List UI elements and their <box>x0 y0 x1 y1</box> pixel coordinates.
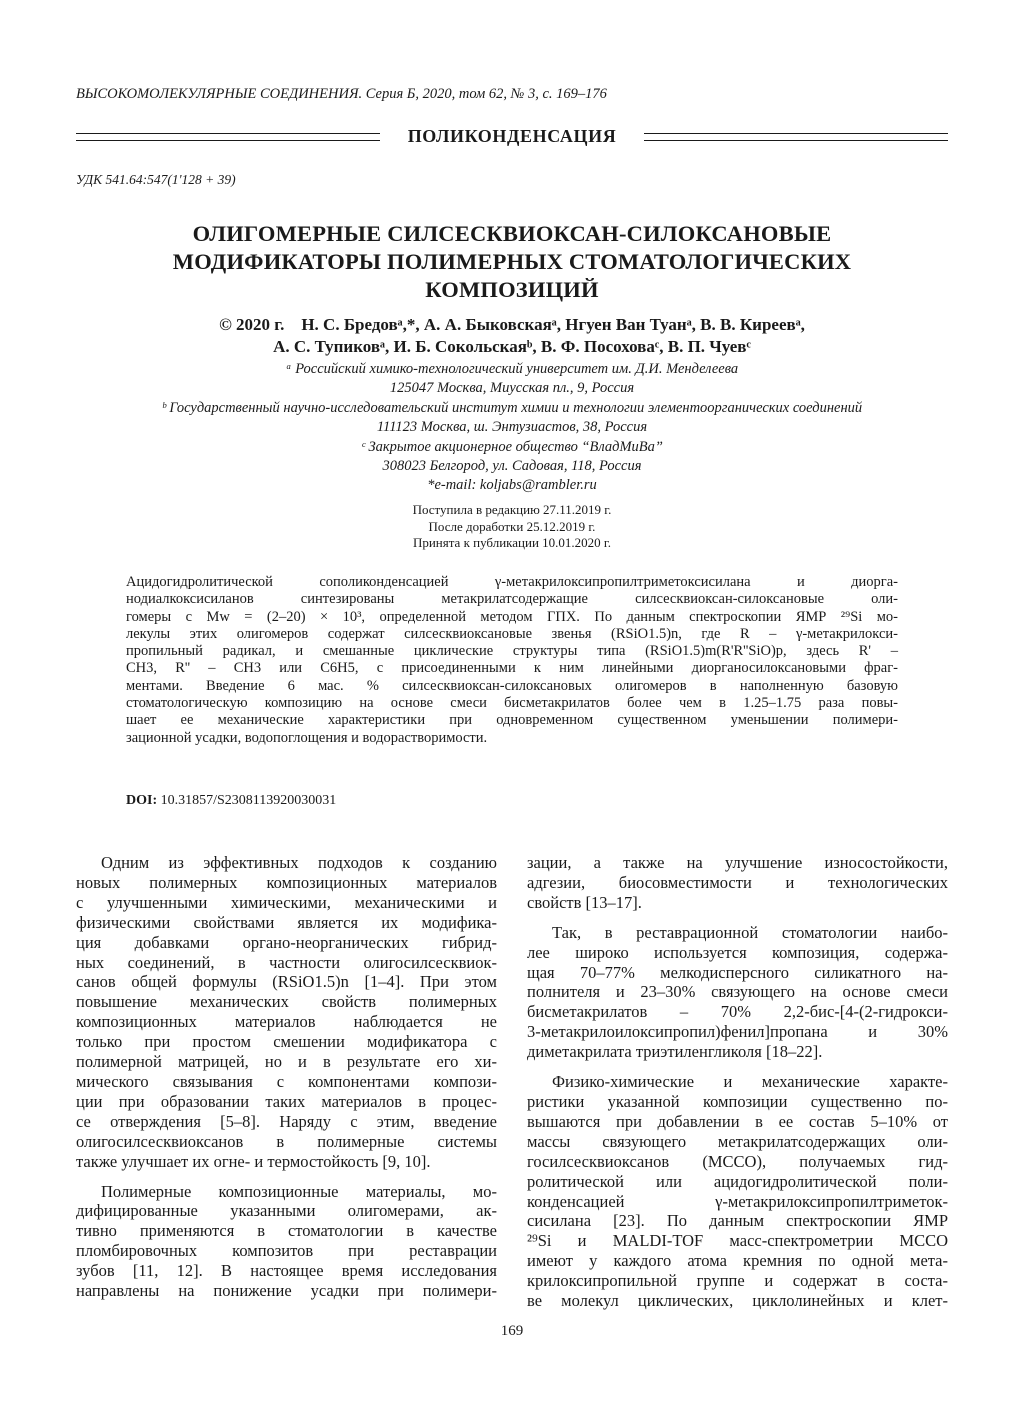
body-line: мического связывания с компонентами компози- <box>76 1071 497 1091</box>
body-line: повышение механических свойств полимерных <box>76 992 497 1012</box>
body-line: новых полимерных композиционных материалов <box>76 872 497 892</box>
affiliations <box>60 360 964 496</box>
body-line: физическими свойствами является их модифика- <box>76 912 497 932</box>
date-accepted: Принята к публикации 10.01.2020 г. <box>412 535 612 550</box>
section-heading <box>76 126 948 152</box>
abstract-line: шает ее механические характеристики при одновременном существенном уменьшении полимери- <box>126 712 898 729</box>
body-line: зации, а также на улучшение износостойкости, <box>527 853 948 872</box>
body-line: крилоксипропильной группе и содержат в соста- <box>527 1271 948 1291</box>
title-line: КОМПОЗИЦИЙ <box>425 277 599 302</box>
body-line: адгезии, биосовместимости и технологических <box>527 872 948 892</box>
body-line: ²⁹Si и MALDI-TOF масс-спектрометрии МССО <box>527 1231 948 1251</box>
paragraph-gap <box>76 1172 497 1182</box>
abstract <box>126 574 898 747</box>
body-line: Одним из эффективных подходов к созданию <box>101 853 497 872</box>
body-line: полимерной матрицей, но и в результате его хи- <box>76 1052 497 1072</box>
article-title <box>100 220 924 304</box>
abstract-line: ментами. Введение 6 мас. % силсесквиоксан-силоксановых олигомеров в наполненную базовую <box>126 677 898 694</box>
body-line: также улучшает их огне- и термостойкость [9, 10]. <box>76 1151 431 1171</box>
contact-email: *e-mail: koljabs@rambler.ru <box>427 477 597 494</box>
title-line: ОЛИГОМЕРНЫЕ СИЛСЕСКВИОКСАН-СИЛОКСАНОВЫЕ <box>192 221 832 246</box>
doi-label: DOI: <box>126 793 158 808</box>
body-line: пломбировочных композитов при реставрации <box>76 1241 497 1261</box>
body-line: Физико-химические и механические характе- <box>552 1072 948 1092</box>
body-line: бисметакрилатов – 70% 2,2-бис-[4-(2-гидрокси- <box>527 1002 948 1022</box>
section-rule-right <box>644 133 948 141</box>
body-line: щая 70–77% мелкодисперсного силикатного на- <box>527 962 948 982</box>
body-line: с улучшенными химическими, механическими и <box>76 892 497 912</box>
body-line: зубов [11, 12]. В настоящее время исследования <box>76 1261 497 1281</box>
body-line: свойств [13–17]. <box>527 892 642 912</box>
udk-code: УДК 541.64:547(1'128 + 39) <box>76 172 236 187</box>
abstract-line: CH3, R'' – CH3 или C6H5, с присоединенными к ним линейными диорганосилоксановыми фраг- <box>126 660 898 677</box>
body-line: ве молекул циклических, циклолинейных и клет- <box>527 1291 948 1311</box>
abstract-line: Ацидогидролитической сополиконденсацией γ-метакрилоксипропилтриметоксисилана и диорга- <box>126 574 898 590</box>
body-line: госилсесквиоксанов (МССО), получаемых гид- <box>527 1151 948 1171</box>
body-line: ролитической или ацидогидролитической поли- <box>527 1171 948 1191</box>
body-line: ция добавками органо-неорганических гибрид- <box>76 932 497 952</box>
doi <box>126 793 336 809</box>
affiliation-line: 125047 Москва, Миусская пл., 9, Россия <box>389 380 635 397</box>
authors-line: А. С. Тупиковᵃ, И. Б. Сокольскаяᵇ, В. Ф. Посоховаᶜ, В. П. Чуевᶜ <box>273 337 751 356</box>
body-line: се отверждения [5–8]. Наряду с этим, введение <box>76 1111 497 1131</box>
body-line: только при простом смешении модификатора с <box>76 1032 497 1052</box>
affiliation-line: ᵇ Государственный научно-исследовательский институт химии и технологии элементоорганических соединений <box>161 399 863 416</box>
paragraph-gap <box>527 1062 948 1072</box>
body-line: полнителя и 23–30% связующего на основе смеси <box>527 982 948 1002</box>
journal-header: ВЫСОКОМОЛЕКУЛЯРНЫЕ СОЕДИНЕНИЯ. Серия Б, 2020, том 62, № 3, с. 169–176 <box>76 86 607 102</box>
body-line: композиционных материалов наблюдается не <box>76 1012 497 1032</box>
body-line: олигосилсесквиоксанов в полимерные системы <box>76 1131 497 1151</box>
body-line: сисилана [23]. По данным спектроскопии ЯМР <box>527 1211 948 1231</box>
abstract-line: зационной усадки, водопоглощения и водорастворимости. <box>126 729 488 746</box>
body-line: диметакрилата триэтиленгликоля [18–22]. <box>527 1042 823 1062</box>
page-number: 169 <box>500 1323 524 1339</box>
section-title: ПОЛИКОНДЕНСАЦИЯ <box>407 126 617 146</box>
body-line: тивно применяются в стоматологии в качестве <box>76 1221 497 1241</box>
title-line: МОДИФИКАТОРЫ ПОЛИМЕРНЫХ СТОМАТОЛОГИЧЕСКИХ <box>172 249 852 274</box>
abstract-line: стоматологическую композицию на основе смеси бисметакрилатов более чем в 1.25–1.75 раза повы- <box>126 695 898 712</box>
abstract-line: гомеры с Mw = (2–20) × 10³, определенной методом ГПХ. По данным спектроскопии ЯМР ²⁹Si мо- <box>126 608 898 625</box>
doi-link[interactable]: 10.31857/S2308113920030031 <box>160 793 337 808</box>
body-line: Полимерные композиционные материалы, мо- <box>101 1181 497 1201</box>
abstract-line: пропильный радикал, и смешанные циклические структуры типа (RSiO1.5)m(R'R''SiO)p, здесь R' – <box>126 643 898 660</box>
affiliation-line: 111123 Москва, ш. Энтузиастов, 38, Россия <box>376 419 648 436</box>
body-line: ристики указанной композиции существенно по- <box>527 1091 948 1111</box>
affiliation-line: 308023 Белгород, ул. Садовая, 118, Россия <box>382 458 642 475</box>
authors-line: © 2020 г. Н. С. Бредовᵃ,*, А. А. Быковскаяᵃ, Нгуен Ван Туанᵃ, В. В. Киреевᵃ, <box>219 315 805 334</box>
body-column-right <box>527 853 948 1311</box>
body-line: имеют у каждого атома кремния по одной мета- <box>527 1251 948 1271</box>
article-dates <box>200 502 824 552</box>
date-revised: После доработки 25.12.2019 г. <box>428 518 596 534</box>
abstract-line: нодиалкоксисиланов синтезированы метакрилатсодержащие силсесквиоксан-силоксановые оли- <box>126 591 898 608</box>
body-column-left <box>76 853 497 1301</box>
authors <box>60 314 964 358</box>
body-line: санов общей формулы (RSiO1.5)n [1–4]. При этом <box>76 972 497 992</box>
paragraph-gap <box>527 913 948 923</box>
body-line: 3-метакрилоилоксипропил)фенил]пропана и 30% <box>527 1022 948 1042</box>
body-line: вышаются при добавлении в ее состав 5–10% от <box>527 1111 948 1131</box>
body-line: ции при образовании таких материалов в процес- <box>76 1091 497 1111</box>
body-line: лее широко используется композиция, содержа- <box>527 942 948 962</box>
body-line: массы связующего метакрилатсодержащих оли- <box>527 1131 948 1151</box>
affiliation-line: ᵃ Российский химико-технологический университет им. Д.И. Менделеева <box>285 361 739 377</box>
body-line: ных соединений, в частности олигосилсесквиок- <box>76 952 497 972</box>
abstract-line: лекулы этих олигомеров содержат силсесквиоксановые звенья (RSiO1.5)n, где R – γ-метакрилокси- <box>126 625 898 642</box>
body-line: направлены на понижение усадки при полимери- <box>76 1281 497 1301</box>
body-line: дифицированные указанными олигомерами, ак- <box>76 1201 497 1221</box>
body-line: конденсацией γ-метакрилоксипропилтриметок- <box>527 1191 948 1211</box>
date-received: Поступила в редакцию 27.11.2019 г. <box>412 502 612 517</box>
affiliation-line: ᶜ Закрытое акционерное общество “ВладМиВа” <box>361 438 663 455</box>
body-line: Так, в реставрационной стоматологии наибо- <box>552 922 948 942</box>
